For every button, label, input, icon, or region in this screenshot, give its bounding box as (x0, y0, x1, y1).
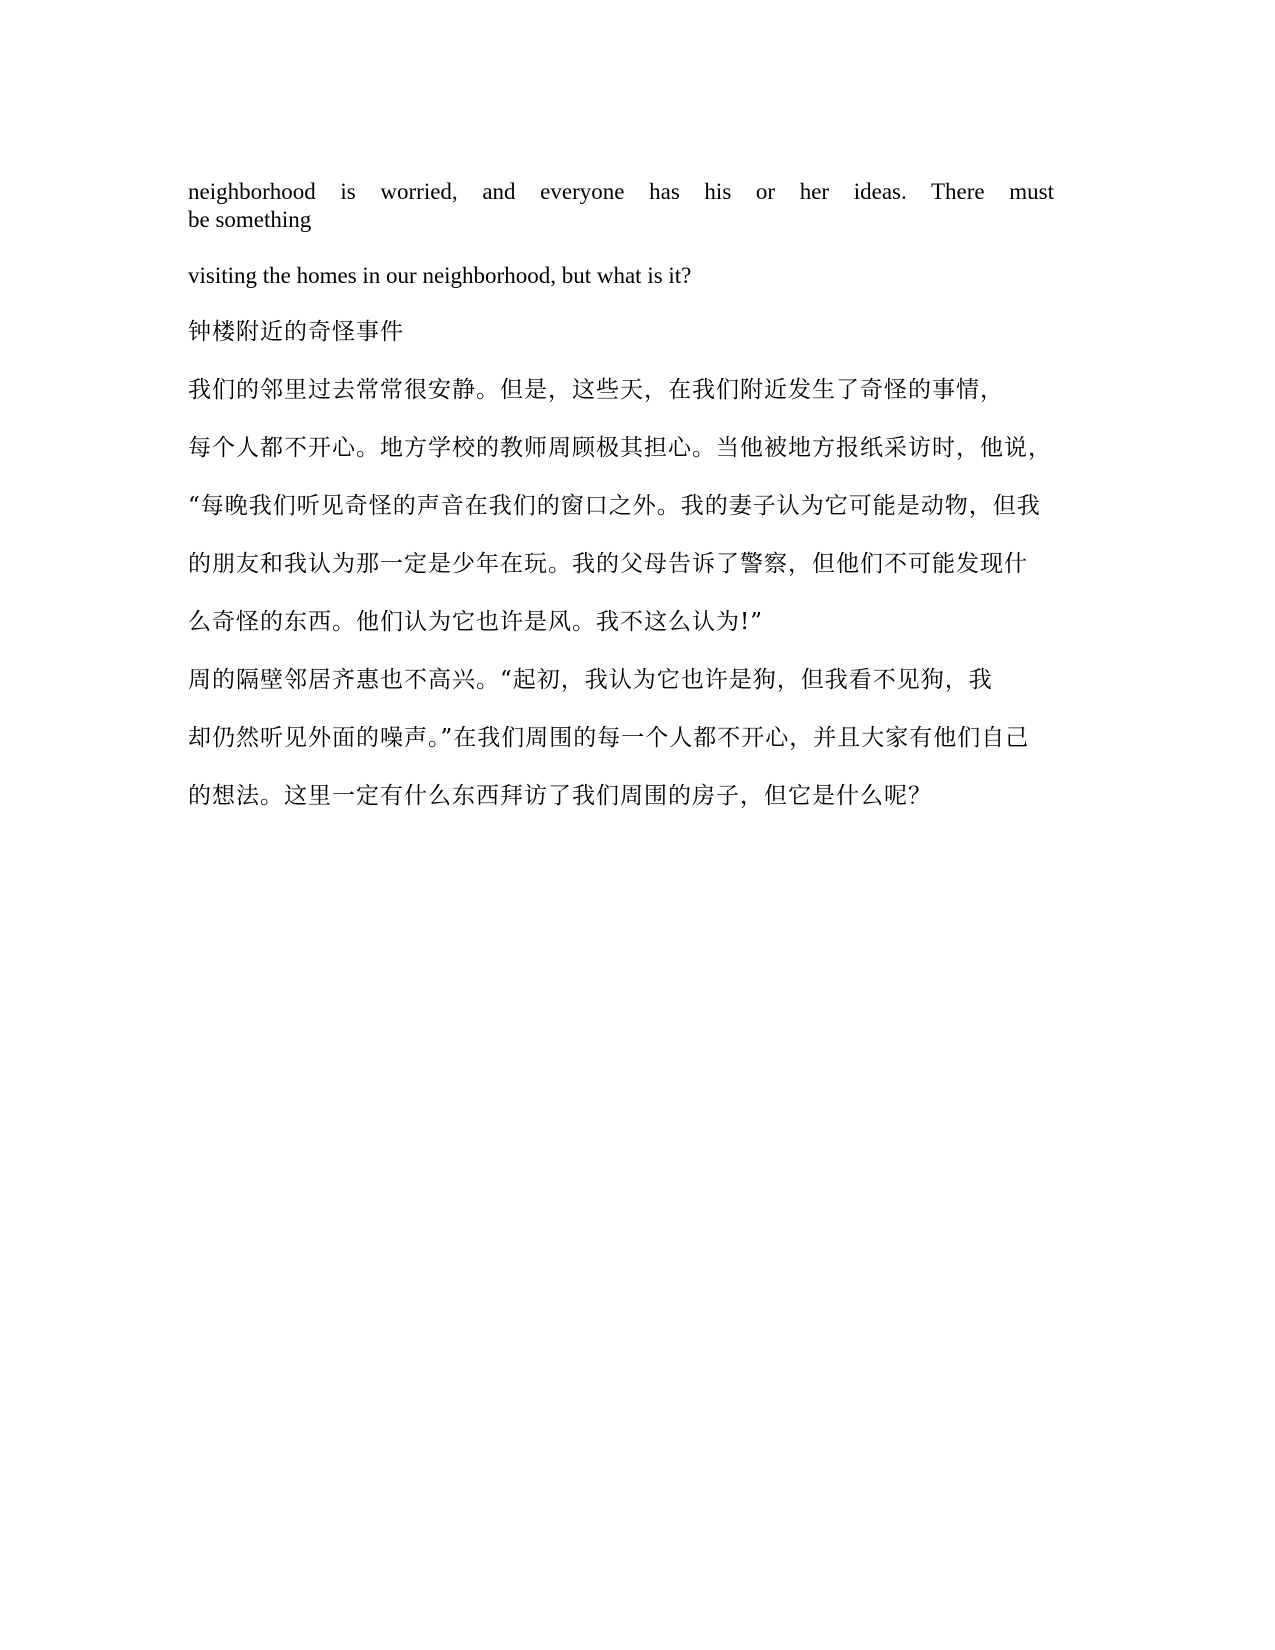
text-line: 的想法。这里一定有什么东西拜访了我们周围的房子，但它是什么呢？ (188, 783, 932, 809)
text-line: 的朋友和我认为那一定是少年在玩。我的父母告诉了警察，但他们不可能发现什 (188, 551, 1028, 577)
text-line: 却仍然听见外面的噪声。”在我们周围的每一个人都不开心，并且大家有他们自己 (188, 725, 1030, 751)
text-line: 我们的邻里过去常常很安静。但是，这些天，在我们附近发生了奇怪的事情， (188, 377, 1004, 403)
text-line: 么奇怪的东西。他们认为它也许是风。我不这么认为!” (188, 609, 764, 635)
section-heading: 钟楼附近的奇怪事件 (188, 319, 404, 345)
text-line: be something (188, 207, 312, 232)
text-line: neighborhood is worried, and everyone has his or her ideas. There must (188, 179, 1054, 204)
text-line: 周的隔壁邻居齐惠也不高兴。“起初，我认为它也许是狗，但我看不见狗，我 (188, 667, 993, 693)
text-line: visiting the homes in our neighborhood, but what is it? (188, 263, 692, 288)
text-line: 每个人都不开心。地方学校的教师周顾极其担心。当他被地方报纸采访时，他说， (188, 435, 1052, 461)
text-line: “每晚我们听见奇怪的声音在我们的窗口之外。我的妻子认为它可能是动物，但我 (188, 493, 1041, 519)
